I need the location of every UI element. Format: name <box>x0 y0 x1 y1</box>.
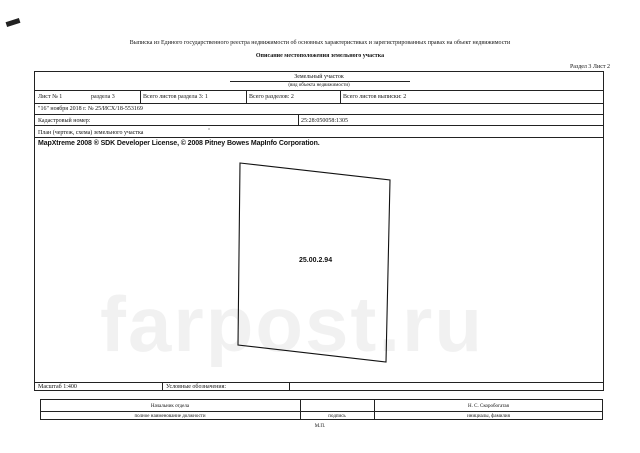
date-and-number: "16" ноября 2018 г. № 25/ИСХ/18-553169 <box>38 106 143 112</box>
document-subtitle: Описание местоположения земельного участка <box>255 53 385 59</box>
legend-label: Условные обозначения: <box>166 384 227 390</box>
sheet-section: раздела 3 <box>91 94 115 100</box>
stamp-label: М.П. <box>314 424 326 429</box>
divider-6 <box>34 382 604 383</box>
signer-position: Начальник отдела <box>150 404 190 409</box>
total-sheets-section: Всего листов раздела 3: 1 <box>143 94 208 100</box>
cadastral-label: Кадастровый номер: <box>38 118 91 124</box>
plan-label: План (чертеж, схема) земельного участка <box>38 130 144 136</box>
mapxtreme-copyright: MapXtreme 2008 ® SDK Developer License, © 2008 Pitney Bowes MapInfo Corporation. <box>38 140 320 147</box>
signer-position-caption: полное наименование должности <box>134 414 206 419</box>
section-sheet-label: Раздел 3 Лист 2 <box>569 64 610 70</box>
sheet-number: Лист № 1 <box>38 94 63 100</box>
signer-name: Н. С. Скоробогатая <box>468 404 509 409</box>
cadastral-value: 25:28:050058:1305 <box>301 118 349 124</box>
object-type-caption: (вид объекта недвижимости) <box>288 83 350 88</box>
total-sheets-extract: Всего листов выписки: 2 <box>343 94 407 100</box>
watermark: farpost.ru <box>100 280 485 368</box>
object-type: Земельный участок <box>294 74 344 80</box>
total-sections: Всего разделов: 2 <box>249 94 294 100</box>
parcel-label: 25.00.2.94 <box>299 257 333 264</box>
signature-caption: подпись <box>328 414 346 419</box>
plan-marker: " <box>208 129 211 134</box>
signer-name-caption: инициалы, фамилия <box>467 414 510 419</box>
scale-label: Масштаб 1:400 <box>38 384 77 390</box>
document-title: Выписка из Единого государственного реестра недвижимости об основных характеристиках и зарегистрированных правах на объект недвижимости <box>129 40 511 46</box>
